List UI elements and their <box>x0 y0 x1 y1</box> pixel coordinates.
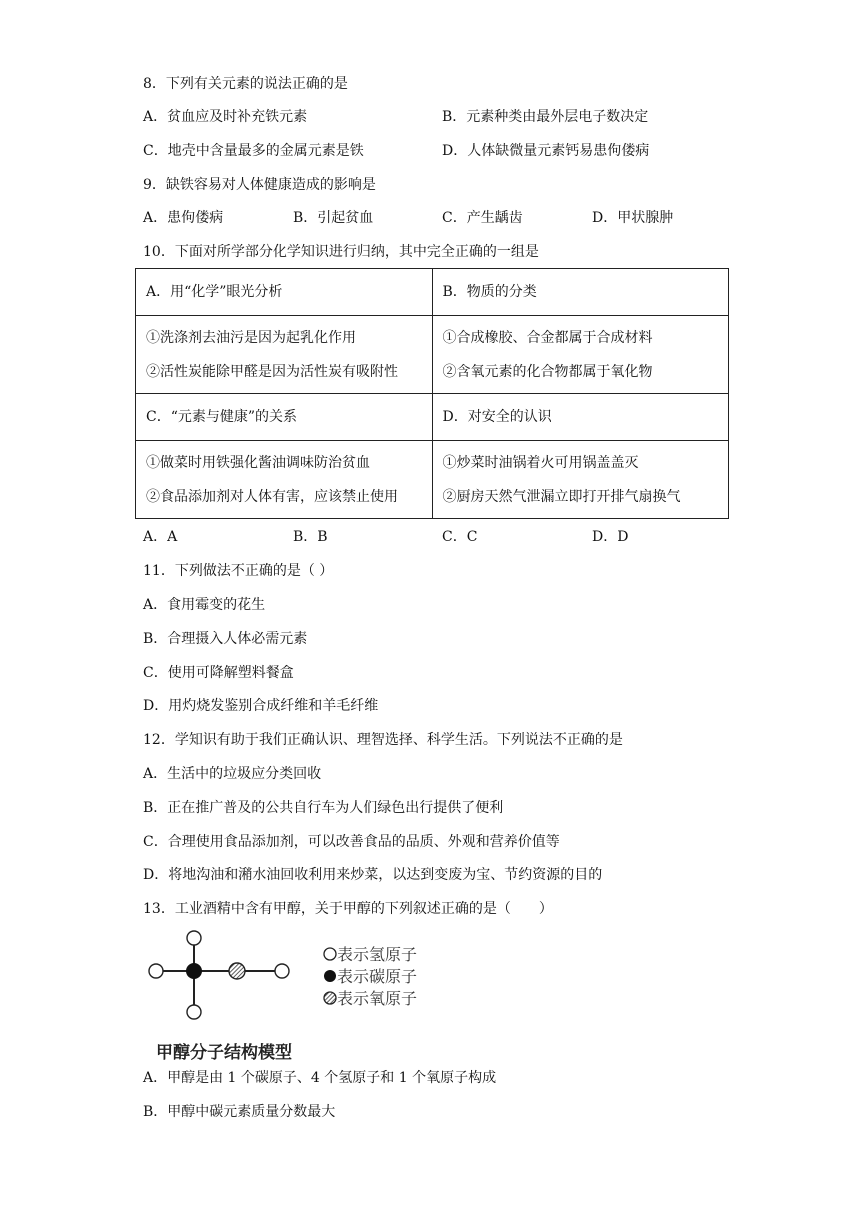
legend-hydrogen-icon <box>324 948 336 960</box>
q12-option-a: A．生活中的垃圾应分类回收 <box>143 766 322 782</box>
q10-cell-a-head: A．用“化学”眼光分析 <box>136 269 433 316</box>
legend-carbon-label: 表示碳原子 <box>337 967 418 986</box>
q10-cell-b-body <box>432 316 729 394</box>
q10-b-item-1: ①合成橡胶、合金都属于合成材料 <box>442 329 653 346</box>
legend <box>324 945 417 1008</box>
q10-cell-d-body <box>432 441 729 519</box>
q12-option-c: C．合理使用食品添加剂，可以改善食品的品质、外观和营养价值等 <box>143 834 560 850</box>
q9-stem: 9．缺铁容易对人体健康造成的影响是 <box>143 177 376 193</box>
q13-option-b: B．甲醇中碳元素质量分数最大 <box>143 1104 336 1120</box>
q10-a-item-2: ②活性炭能除甲醛是因为活性炭有吸附性 <box>146 363 398 380</box>
hydrogen-atom-right <box>275 964 289 978</box>
legend-hydrogen-label: 表示氢原子 <box>337 945 418 964</box>
q10-b-item-2: ②含氧元素的化合物都属于氧化物 <box>442 363 653 380</box>
q9-option-c: C．产生龋齿 <box>442 210 523 226</box>
oxygen-atom <box>229 963 245 979</box>
q10-option-c: C．C <box>442 529 478 545</box>
q10-d-item-2: ②厨房天然气泄漏立即打开排气扇换气 <box>442 488 681 505</box>
q9-option-b: B．引起贫血 <box>293 210 374 226</box>
q12-option-d: D．将地沟油和潲水油回收利用来炒菜，以达到变废为宝、节约资源的目的 <box>143 867 603 883</box>
q10-option-a: A．A <box>143 529 178 545</box>
q10-cell-c-body <box>136 441 433 519</box>
q10-stem: 10．下面对所学部分化学知识进行归纳，其中完全正确的一组是 <box>143 244 539 260</box>
q11-option-c: C．使用可降解塑料餐盒 <box>143 665 294 681</box>
molecule-bonds <box>156 938 282 1012</box>
q8-option-b: B．元素种类由最外层电子数决定 <box>442 109 649 125</box>
q9-option-a: A．患佝偻病 <box>143 210 224 226</box>
legend-oxygen-icon <box>324 992 336 1004</box>
q10-table <box>135 268 729 519</box>
q11-stem: 11．下列做法不正确的是（ ） <box>143 563 334 579</box>
q8-stem: 8．下列有关元素的说法正确的是 <box>143 76 348 92</box>
q12-stem: 12．学知识有助于我们正确认识、理智选择、科学生活。下列说法不正确的是 <box>143 732 623 748</box>
q12-option-b: B．正在推广普及的公共自行车为人们绿色出行提供了便利 <box>143 800 504 816</box>
q11-option-d: D．用灼烧发鉴别合成纤维和羊毛纤维 <box>143 698 379 714</box>
hydrogen-atom-left <box>149 964 163 978</box>
carbon-atom <box>186 963 202 979</box>
legend-oxygen-label: 表示氧原子 <box>337 989 418 1008</box>
q10-cell-b-head: B．物质的分类 <box>432 269 729 316</box>
q10-c-item-1: ①做菜时用铁强化酱油调味防治贫血 <box>146 454 370 471</box>
q10-a-item-1: ①洗涤剂去油污是因为起乳化作用 <box>146 329 356 346</box>
q13-option-a: A．甲醇是由 1 个碳原子、4 个氢原子和 1 个氧原子构成 <box>143 1070 497 1086</box>
hydrogen-atom-bottom <box>187 1005 201 1019</box>
q11-option-a: A．食用霉变的花生 <box>143 597 266 613</box>
q10-option-b: B．B <box>293 529 328 545</box>
q8-option-a: A．贫血应及时补充铁元素 <box>143 109 308 125</box>
methanol-molecule-figure <box>140 926 440 1066</box>
q8-option-d: D．人体缺微量元素钙易患佝偻病 <box>442 143 650 159</box>
q9-option-d: D．甲状腺肿 <box>592 210 674 226</box>
hydrogen-atom-top <box>187 931 201 945</box>
q13-stem: 13．工业酒精中含有甲醇，关于甲醇的下列叙述正确的是（ ） <box>143 901 553 917</box>
q8-option-c: C．地壳中含量最多的金属元素是铁 <box>143 143 364 159</box>
q10-cell-d-head: D．对安全的认识 <box>432 394 729 441</box>
q10-cell-a-body <box>136 316 433 394</box>
q11-option-b: B．合理摄入人体必需元素 <box>143 631 308 647</box>
q10-c-item-2: ②食品添加剂对人体有害，应该禁止使用 <box>146 488 398 505</box>
q10-d-item-1: ①炒菜时油锅着火可用锅盖盖灭 <box>442 454 639 471</box>
legend-carbon-icon <box>324 970 336 982</box>
figure-caption: 甲醇分子结构模型 <box>156 1043 292 1063</box>
q10-option-d: D．D <box>592 529 629 545</box>
q10-cell-c-head: C．“元素与健康”的关系 <box>136 394 433 441</box>
